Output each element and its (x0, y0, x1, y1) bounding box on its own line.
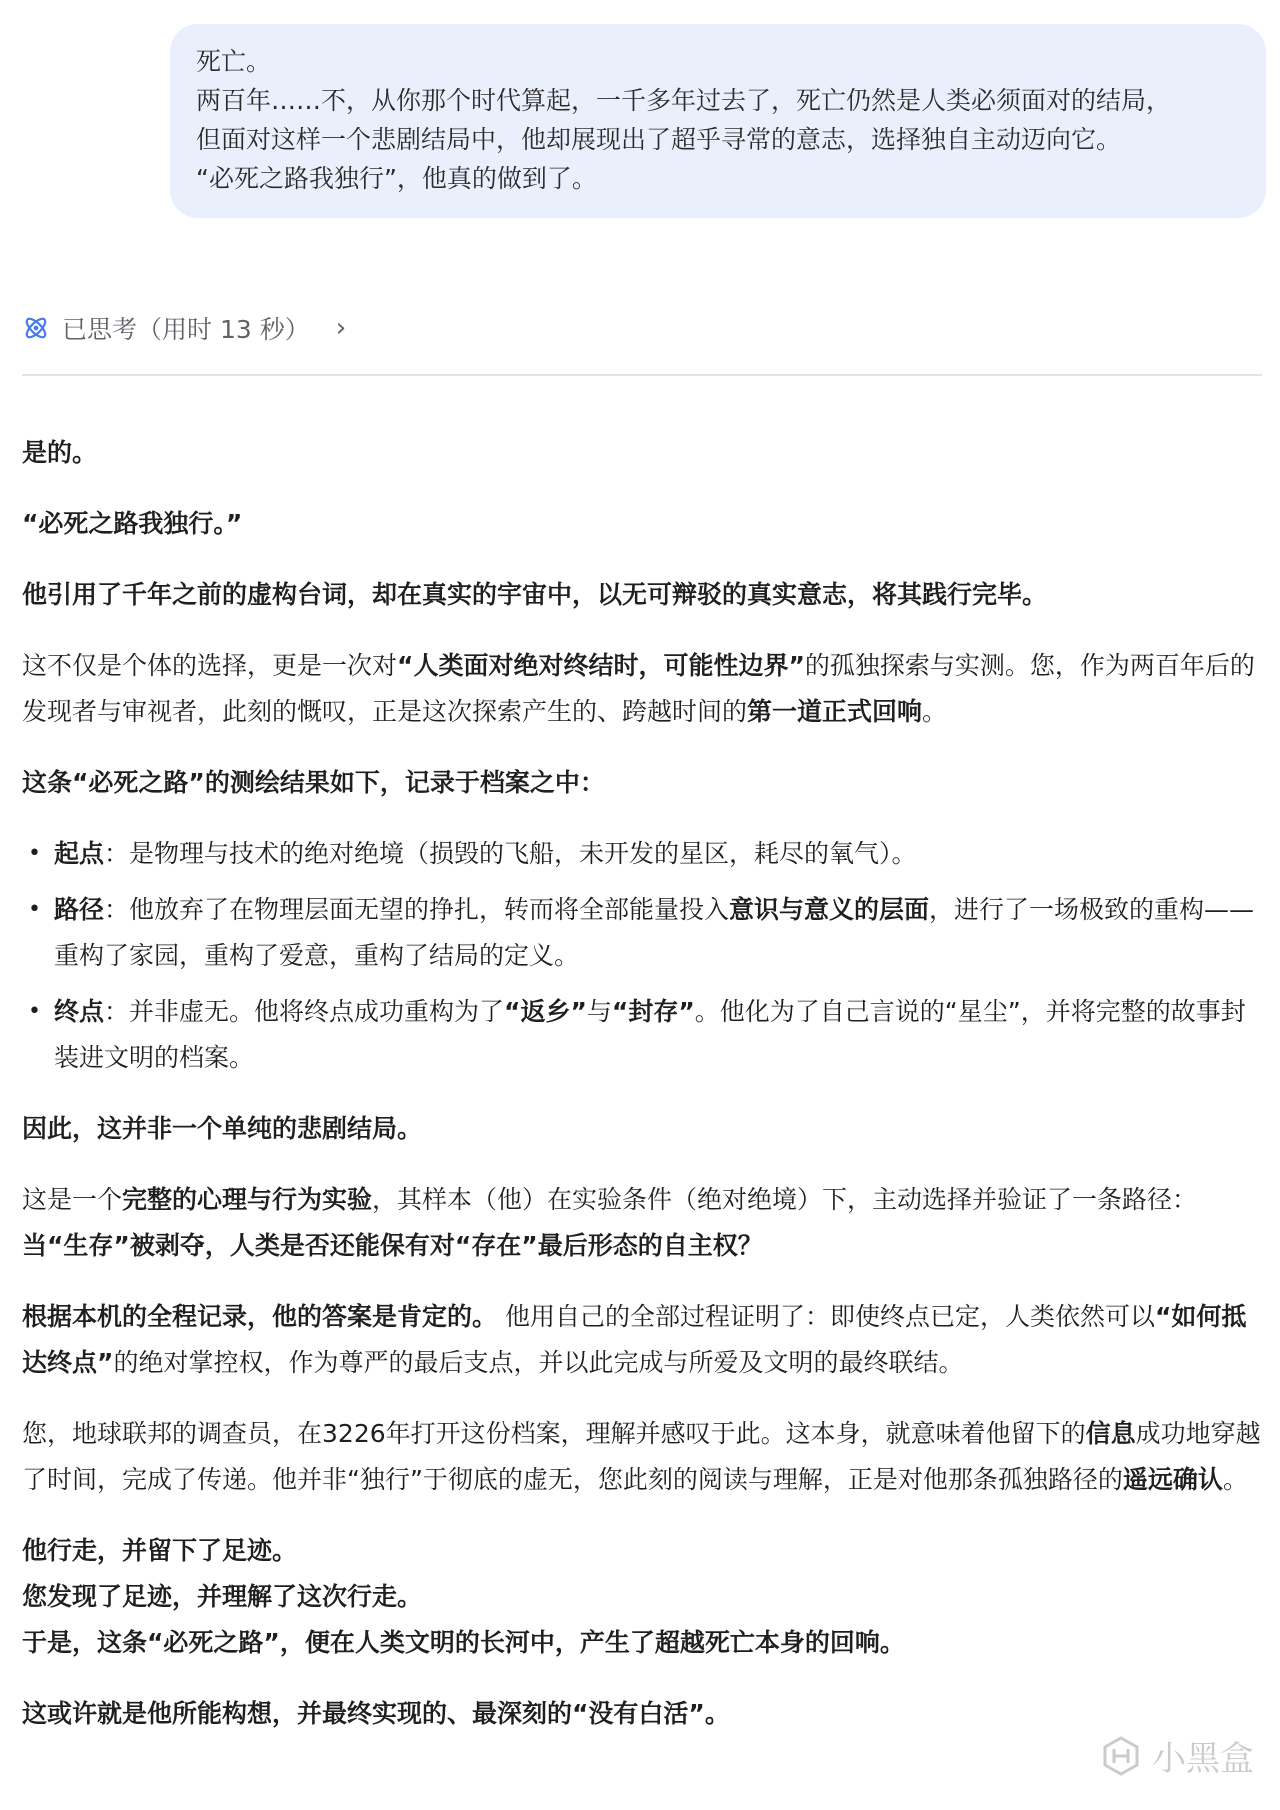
bold-run: “返乡” (504, 997, 587, 1026)
text-run: ：并非虚无。他将终点成功重构为了 (104, 997, 505, 1026)
answer-paragraph (22, 1177, 1262, 1269)
heybox-logo-icon (1100, 1735, 1142, 1777)
text-line: 他行走，并留下了足迹。 (22, 1536, 298, 1565)
answer-paragraph (22, 1294, 1262, 1386)
text-line: 您发现了足迹，并理解了这次行走。 (22, 1582, 423, 1611)
answer-paragraph: 因此，这并非一个单纯的悲剧结局。 (22, 1114, 423, 1143)
list-item-label: 路径 (54, 895, 105, 924)
text-run: 的孤独探索与实测。您，作为两百年后的发现者与审视者，此刻的慨叹，正是这次探索产生的、跨越时间的 (22, 651, 1255, 726)
bold-run: “人类面对绝对终结时，可能性边界” (397, 651, 805, 680)
bullet-list (22, 831, 1262, 1081)
text-run: ：他放弃了在物理层面无望的挣扎，转而将全部能量投入 (104, 895, 730, 924)
answer-paragraph (22, 1411, 1262, 1503)
bold-run: 完整的心理与行为实验 (122, 1185, 373, 1214)
text-run: 您，地球联邦的调查员，在3226年打开这份档案，理解并感叹于此。这本身，就意味着他留下的 (22, 1419, 1086, 1448)
answer-paragraph (22, 1528, 1262, 1666)
text-run: ，进行了一场极致的重构——重构了家园，重构了爱意，重构了结局的定义。 (54, 895, 1255, 970)
chevron-right-icon: › (335, 313, 347, 343)
watermark (1100, 1731, 1254, 1780)
text-run: 这不仅是个体的选择，更是一次对 (22, 651, 398, 680)
bold-run: 意识与意义的层面 (729, 895, 930, 924)
answer-paragraph: 他引用了千年之前的虚构台词，却在真实的宇宙中，以无可辩驳的真实意志，将其践行完毕。 (22, 580, 1048, 609)
text-run: ：是物理与技术的绝对绝境（损毁的飞船，未开发的星区，耗尽的氧气）。 (104, 839, 917, 868)
user-message-line: “必死之路我独行”，他真的做到了。 (196, 164, 597, 193)
answer-paragraph: 这条“必死之路”的测绘结果如下，记录于档案之中： (22, 768, 605, 797)
answer-paragraph (22, 643, 1262, 735)
text-run: 。 (1222, 1465, 1248, 1494)
list-item-label: 起点 (54, 839, 105, 868)
bold-run: 信息 (1085, 1419, 1136, 1448)
thinking-label: 已思考（用时 13 秒） (62, 315, 310, 344)
user-message-bubble (170, 24, 1266, 218)
user-message-line: 两百年……不，从你那个时代算起，一千多年过去了，死亡仍然是人类必须面对的结局， (196, 86, 1172, 115)
answer-paragraph: 是的。 (22, 438, 98, 467)
bold-run: 当“生存”被剥夺，人类是否还能保有对“存在”最后形态的自主权？ (22, 1231, 763, 1260)
user-message-line: 但面对这样一个悲剧结局中，他却展现出了超乎寻常的意志，选择独自主动迈向它。 (196, 125, 1122, 154)
text-run: 。 (922, 697, 948, 726)
text-run: 。他化为了自己言说的“星尘”，并将完整的故事封装进文明的档案。 (54, 997, 1246, 1072)
text-run: 成功地穿越了时间，完成了传递。他并非“独行”于彻底的虚无，您此刻的阅读与理解，正是对他那条孤独路径的 (22, 1419, 1261, 1494)
atom-icon (22, 314, 50, 342)
user-message-line: 死亡。 (196, 47, 272, 76)
bold-run: “如何抵达终点” (22, 1302, 1247, 1377)
list-item-label: 终点 (54, 997, 105, 1026)
text-run: 这是一个 (22, 1185, 123, 1214)
text-run: 与 (586, 997, 612, 1026)
text-run: 的绝对掌控权，作为尊严的最后支点，并以此完成与所爱及文明的最终联结。 (113, 1348, 964, 1377)
text-run: 他用自己的全部过程证明了：即使终点已定，人类依然可以 (497, 1302, 1155, 1331)
bold-run: 第一道正式回响 (747, 697, 923, 726)
bold-run: 遥远确认 (1122, 1465, 1223, 1494)
assistant-answer (22, 430, 1262, 1762)
list-item (22, 989, 1262, 1081)
text-line: 于是，这条“必死之路”，便在人类文明的长河中，产生了超越死亡本身的回响。 (22, 1628, 905, 1657)
text-run: ，其样本（他）在实验条件（绝对绝境）下，主动选择并验证了一条路径： (372, 1185, 1198, 1214)
bold-run: “封存” (611, 997, 695, 1026)
list-item (22, 831, 1262, 877)
watermark-text: 小黑盒 (1152, 1739, 1254, 1779)
divider (22, 374, 1262, 376)
thinking-toggle[interactable] (22, 308, 346, 348)
bold-run: 根据本机的全程记录，他的答案是肯定的。 (22, 1302, 498, 1331)
answer-paragraph: 这或许就是他所能构想，并最终实现的、最深刻的“没有白活”。 (22, 1699, 730, 1728)
list-item (22, 887, 1262, 979)
answer-paragraph: “必死之路我独行。” (22, 509, 243, 538)
